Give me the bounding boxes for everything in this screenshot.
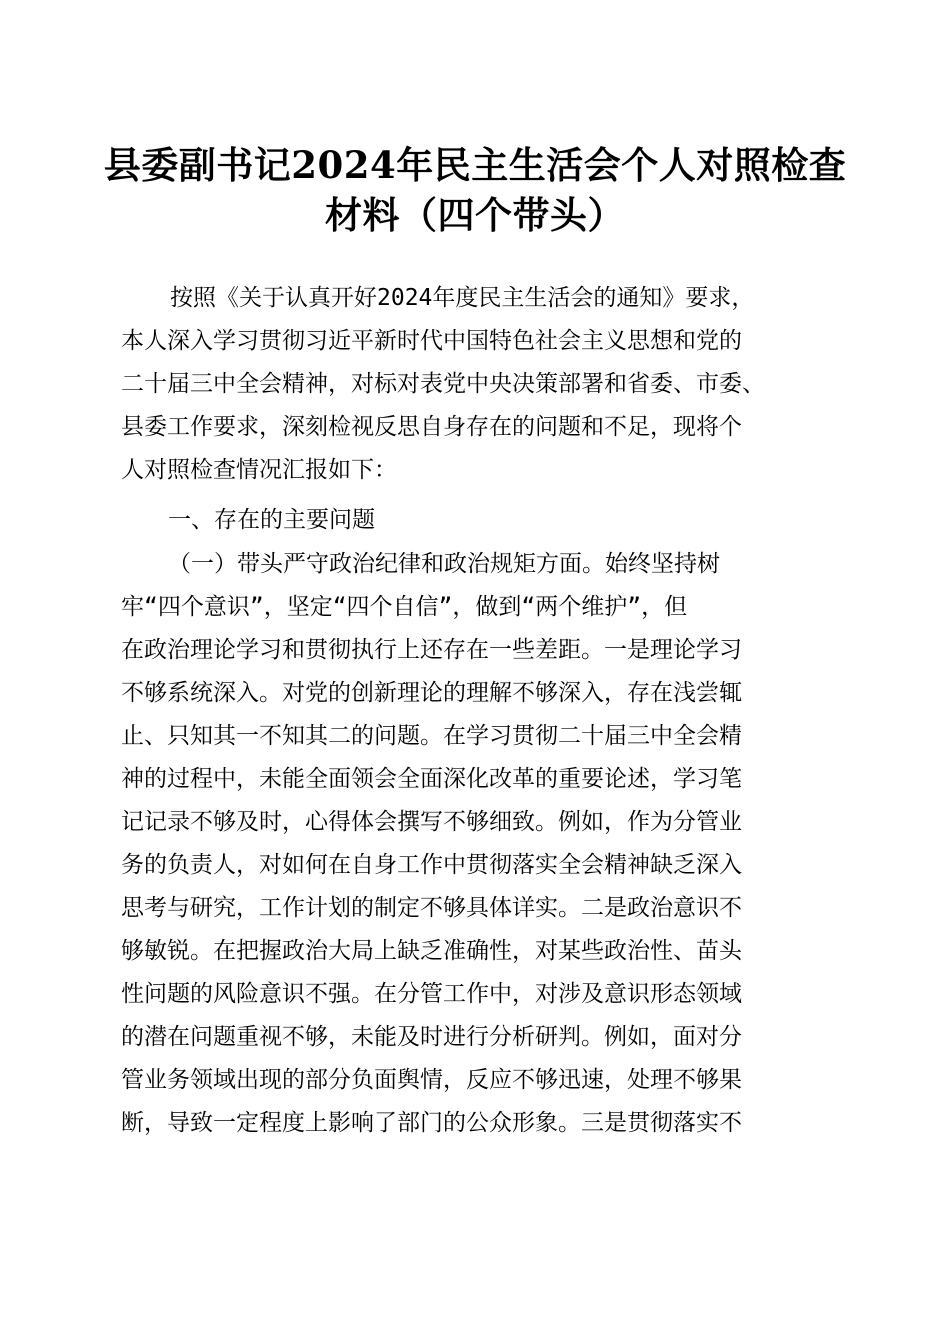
body-line-8: 务的负责人，对如何在自身工作中贯彻落实全会精神缺乏深入 — [121, 852, 742, 878]
intro-line-3: 二十届三中全会精神，对标对表党中央决策部署和省委、市委、 — [121, 371, 765, 397]
intro-line-5: 人对照检查情况汇报如下： — [121, 457, 397, 483]
body-line-6: 神的过程中，未能全面领会全面深化改革的重要论述，学习笔 — [121, 766, 742, 792]
title-line-1: 县委副书记2024年民主生活会个人对照检查 — [103, 143, 847, 187]
intro-line-1: 按照《关于认真开好2024年度民主生活会的通知》要求， — [170, 285, 755, 311]
body-line-10: 够敏锐。在把握政治大局上缺乏准确性，对某些政治性、苗头 — [121, 938, 742, 964]
body-line-12: 的潜在问题重视不够，未能及时进行分析研判。例如，面对分 — [121, 1024, 742, 1050]
body-line-9: 思考与研究，工作计划的制定不够具体详实。二是政治意识不 — [121, 895, 742, 921]
body-line-2: 牢“四个意识”，坚定“四个自信”，做到“两个维护”，但 — [121, 594, 688, 620]
document-title — [0, 140, 950, 240]
body-line-4: 不够系统深入。对党的创新理论的理解不够深入，存在浅尝辄 — [121, 680, 742, 706]
body-line-1: （一）带头严守政治纪律和政治规矩方面。始终坚持树 — [168, 551, 720, 577]
intro-line-4: 县委工作要求，深刻检视反思自身存在的问题和不足，现将个 — [121, 414, 742, 440]
body-line-3: 在政治理论学习和贯彻执行上还存在一些差距。一是理论学习 — [121, 637, 742, 663]
section-heading: 一、存在的主要问题 — [168, 507, 375, 533]
body-line-14: 断，导致一定程度上影响了部门的公众形象。三是贯彻落实不 — [121, 1110, 742, 1136]
body-line-7: 记记录不够及时，心得体会撰写不够细致。例如，作为分管业 — [121, 809, 742, 835]
body-line-11: 性问题的风险意识不强。在分管工作中，对涉及意识形态领域 — [121, 981, 742, 1007]
intro-line-2: 本人深入学习贯彻习近平新时代中国特色社会主义思想和党的 — [121, 328, 742, 354]
title-line-2: 材料（四个带头） — [325, 193, 625, 237]
body-line-5: 止、只知其一不知其二的问题。在学习贯彻二十届三中全会精 — [121, 723, 742, 749]
body-line-13: 管业务领域出现的部分负面舆情，反应不够迅速，处理不够果 — [121, 1067, 742, 1093]
